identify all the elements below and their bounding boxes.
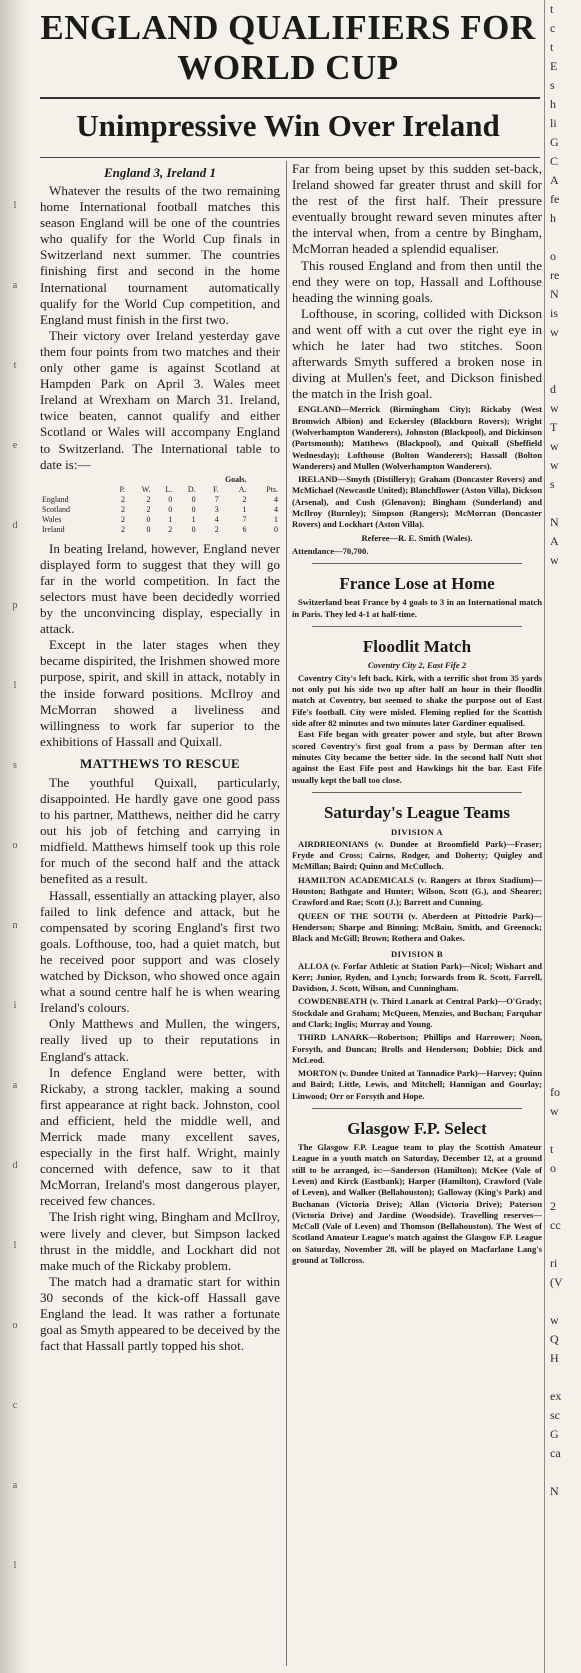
edge-fragment xyxy=(545,1235,581,1254)
article-column-right xyxy=(292,161,542,1666)
edge-fragment xyxy=(545,893,581,912)
article-paragraph: Hassall, essentially an attacking player, also failed to link defence and attack, but he compensated by scoring England's first two goals. Lofthouse, too, had a quiet match, but he received poor support and was closely watched by Dickson, who showed once again what a sound centre half he is when wearing Ireland's colours. xyxy=(40,887,280,1016)
edge-fragment xyxy=(545,665,581,684)
edge-fragment: a xyxy=(12,1080,18,1091)
edge-fragment: li xyxy=(550,116,557,130)
league-team-entry: HAMILTON ACADEMICALS (v. Rangers at Ibrox Stadium)—Houston; Bathgate and Hunter; Wilson, Scott (G.), and Shearer; Crawford and Rae; Scott (J.); Barrett and Cunning. xyxy=(292,874,542,908)
edge-fragment: n xyxy=(12,920,18,931)
article-paragraph: Lofthouse, in scoring, collided with Dickson and went off with a cut over the right eye in which he later had two stitches. Soon afterwards Smyth suffered a broken nose in diving at Mullen's feet, and Dickson finished the match in the Irish goal. xyxy=(292,305,542,402)
league-team-entry: ALLOA (v. Forfar Athletic at Station Park)—Nicol; Wishart and Kerr; Junior, Ryden, and Lynch; forwards from R. Scott, Farrell, Davidson, J. Scott, Wilson, and Cunningham. xyxy=(292,960,542,994)
edge-fragment: re xyxy=(550,268,560,282)
edge-fragment: ri xyxy=(550,1256,558,1270)
edge-fragment: t xyxy=(550,1142,554,1156)
headline: ENGLAND QUALIFIERS FOR WORLD CUP xyxy=(40,8,536,87)
table-header: P. xyxy=(119,484,126,494)
edge-fragment: fe xyxy=(550,192,560,206)
edge-fragment: w xyxy=(550,1313,559,1327)
edge-fragment: E xyxy=(550,59,558,73)
adjacent-column-edge xyxy=(544,0,581,1673)
league-team-entry: MORTON (v. Dundee United at Tannadice Park)—Harvey; Quinn and Baird; Little, Lewis, and Mitchell; Hannigan and Gourlay; Linwood; Orr or Forsyth and Hope. xyxy=(292,1068,542,1101)
edge-fragment: t xyxy=(13,360,17,371)
article-column-left xyxy=(40,161,280,1666)
table-header: Pts. xyxy=(266,484,278,494)
edge-fragment xyxy=(545,836,581,855)
edge-fragment xyxy=(545,627,581,646)
edge-fragment xyxy=(545,646,581,665)
table-header: W. xyxy=(141,484,151,494)
edge-fragment: w xyxy=(550,553,559,567)
edge-fragment xyxy=(545,950,581,969)
edge-fragment: A xyxy=(550,173,559,187)
story-separator xyxy=(312,563,522,564)
edge-fragment: ca xyxy=(550,1446,561,1460)
edge-fragment xyxy=(545,988,581,1007)
article-paragraph: The Irish right wing, Bingham and McIlroy, were lively and clever, but Simpson lacked thrust in the middle, and Lockhart did not make much of the Rickaby problem. xyxy=(40,1209,280,1273)
floodlit-story-heading: Floodlit Match xyxy=(362,636,472,656)
edge-fragment: o xyxy=(550,1161,556,1175)
left-margin-edge xyxy=(0,0,30,1673)
league-teams-heading: Saturday's League Teams xyxy=(323,802,511,822)
edge-fragment: l xyxy=(13,1240,17,1251)
edge-fragment xyxy=(545,1026,581,1045)
edge-fragment: l xyxy=(13,1560,17,1571)
article-paragraph: Whatever the results of the two remaining home International football matches this season England will be one of the countries who qualify for the World Cup finals in Switzerland next summer. The countries finishing first and second in the home International tournament automatically qualify for the World Cup competition, and England must finish in the first two. xyxy=(40,183,280,327)
edge-fragment: o xyxy=(12,840,18,851)
edge-fragment xyxy=(545,779,581,798)
division-b-heading: DIVISION B xyxy=(391,948,443,959)
edge-fragment: fo xyxy=(550,1085,560,1099)
edge-fragment xyxy=(545,342,581,361)
edge-fragment: a xyxy=(12,1480,18,1491)
edge-fragment: A xyxy=(550,534,559,548)
subheadline: Unimpressive Win Over Ireland xyxy=(76,108,500,143)
ireland-team-list: IRELAND—Smyth (Distillery); Graham (Doncaster Rovers) and McMichael (Newcastle United); Blanchflower (Aston Villa), Dickson (Arsenal), and Cush (Glenavon); Bingham (Sunderland) and McIlroy (Burnley); Simpson (Rangers); McMorran (Doncaster Rovers) and Lockhart (Aston Villa). xyxy=(292,474,542,530)
edge-fragment: e xyxy=(12,440,18,451)
international-table xyxy=(40,475,280,535)
edge-fragment: C xyxy=(550,154,559,168)
edge-fragment xyxy=(545,1292,581,1311)
edge-fragment xyxy=(545,1064,581,1083)
edge-fragment xyxy=(545,1045,581,1064)
edge-fragment xyxy=(545,608,581,627)
story-separator xyxy=(312,792,522,793)
edge-fragment: G xyxy=(550,1427,559,1441)
table-row: Scotland 2 2 0 0 3 1 4 xyxy=(42,504,278,514)
article-paragraph: Far from being upset by this sudden set-back, Ireland showed far greater thrust and skill for the rest of the first half. Their pressure eventually brought reward seven minutes after the interval when, from a centre by Bingham, McMorran headed a splendid equaliser. xyxy=(292,161,542,257)
edge-fragment xyxy=(545,1178,581,1197)
edge-fragment xyxy=(545,855,581,874)
edge-fragment: o xyxy=(550,249,556,263)
edge-fragment xyxy=(545,1121,581,1140)
edge-fragment: N xyxy=(550,515,559,529)
edge-fragment xyxy=(545,1007,581,1026)
edge-fragment: (V xyxy=(550,1275,563,1289)
referee-line: Referee—R. E. Smith (Wales). xyxy=(361,532,473,543)
edge-fragment: w xyxy=(550,401,559,415)
edge-fragment xyxy=(545,228,581,247)
headline-rule xyxy=(40,97,540,99)
article-paragraph: The match had a dramatic start for within 30 seconds of the kick-off Hassall gave England the lead. It was rather a fortunate goal as Smyth appeared to be deceived by the fact that Hassall partly topped his shot. xyxy=(40,1273,280,1354)
floodlit-paragraph: Coventry City's left back, Kirk, with a terrific shot from 35 yards not only put his side two up after half an hour in their floodlit match at Coventry, but seemed to shake the purpose out of East Fife's football. City were misled. Fleming replied for the Scottish side after 82 minutes and two minutes later Gardiner equalised. xyxy=(292,672,542,729)
edge-fragment xyxy=(545,703,581,722)
edge-fragment: p xyxy=(12,600,18,611)
right-column-rule xyxy=(544,0,545,1673)
edge-fragment: l xyxy=(13,680,17,691)
edge-fragment xyxy=(545,1368,581,1387)
edge-fragment: G xyxy=(550,135,559,149)
table-header: D. xyxy=(187,484,196,494)
france-story-text: Switzerland beat France by 4 goals to 3 in an International match in Paris. They led 4-1 at half-time. xyxy=(292,597,542,619)
table-header: L. xyxy=(165,484,173,494)
league-team-entry: THIRD LANARK—Robertson; Phillips and Harrower; Noon, Forsyth, and Duncan; Brolls and Henderson; Dobbie; Dick and McLeod. xyxy=(292,1032,542,1065)
table-row: Ireland 2 0 2 0 2 6 0 xyxy=(42,524,278,534)
edge-fragment: cc xyxy=(550,1218,561,1232)
edge-fragment xyxy=(545,589,581,608)
edge-fragment xyxy=(545,798,581,817)
article-paragraph: Except in the later stages when they became dispirited, the Irishmen showed more purpose, spirit, and skill in attack, notably in the inside forward positions. McIlroy and McMorran showed a liveliness and willingness to work far superior to the exhibitions of Hassall and Quixall. xyxy=(40,637,280,749)
league-team-entry: COWDENBEATH (v. Third Lanark at Central Park)—O'Grady; Stockdale and Graham; McQueen, Menzies, and Buchan; Farquhar and Clark; Inglis; Murray and Young. xyxy=(292,996,542,1029)
story-separator xyxy=(312,1108,522,1109)
edge-fragment: i xyxy=(13,1000,17,1011)
edge-fragment xyxy=(545,361,581,380)
edge-fragment: w xyxy=(550,325,559,339)
edge-fragment: c xyxy=(550,21,556,35)
edge-fragment: w xyxy=(550,1104,559,1118)
edge-fragment xyxy=(545,570,581,589)
edge-fragment: N xyxy=(550,287,559,301)
edge-fragment: H xyxy=(550,1351,559,1365)
glasgow-story-heading: Glasgow F.P. Select xyxy=(347,1119,487,1139)
edge-fragment xyxy=(545,722,581,741)
england-team-list: ENGLAND—Merrick (Birmingham City); Rickaby (West Bromwich Albion) and Eckersley (Blackburn Rovers); Wright (Wolverhampton Wanderers), Johnston (Blackpool), and Dickinson (Portsmouth); Matthews (Blackpool), and Quixall (Sheffield Wednesday); Lofthouse (Bolton Wanderers); Hassall (Bolton Wanderers) and Mullen (Wolverhampton Wanderers). xyxy=(292,404,542,471)
edge-fragment: T xyxy=(550,420,558,434)
table-row: Wales 2 0 1 1 4 7 1 xyxy=(42,514,278,524)
edge-fragment: w xyxy=(550,439,559,453)
division-a-heading: DIVISION A xyxy=(391,826,443,837)
edge-fragment: l xyxy=(13,200,17,211)
table-header: A. xyxy=(238,484,247,494)
glasgow-story-text: The Glasgow F.P. League team to play the Scottish Amateur League in a youth match on Saturday, December 12, at a ground still to be arranged, is:—Sanderson (Hamilton); McKee (Vale of Leven) and Kirck (Eastbank); Harper (Hamilton), Crawford (Vale of Leven), and Walker (Bellahouston); Galloway (King's Park) and Buchanan (Victoria Drive); Allan (Victoria Drive); Paterson (Victoria Drive) and Jardine (Woodside). Travelling reserves—McColl (Vale of Leven) and Thomson (Bellahouston). The West of Scotland Amateur League's match against the Glasgow F.P. League on Saturday, November 28, will be played on Macfarlane Lang's ground at Tollcross. xyxy=(292,1142,542,1266)
edge-fragment: h xyxy=(550,97,556,111)
edge-fragment: d xyxy=(12,1160,18,1171)
table-header: F. xyxy=(212,484,219,494)
article-paragraph: In defence England were better, with Rickaby, a strong tackler, making a sound first appearance at right back. Johnston, cool and efficient, held the middle well, and Merrick made many excellent saves, especially in the first half. Wright, mainly concerned with defence, saw to it that McMorran, Ireland's most dangerous player, received few chances. xyxy=(40,1064,280,1209)
edge-fragment: s xyxy=(550,477,555,491)
edge-fragment: Q xyxy=(550,1332,559,1346)
edge-fragment: 2 xyxy=(550,1199,556,1213)
match-result-dateline: England 3, Ireland 1 xyxy=(104,165,216,180)
table-row: England 2 2 0 0 7 2 4 xyxy=(42,494,278,504)
edge-fragment: c xyxy=(12,1400,18,1411)
edge-fragment xyxy=(545,760,581,779)
edge-fragment: d xyxy=(12,520,18,531)
edge-fragment: is xyxy=(550,306,559,320)
floodlit-paragraph: East Fife began with greater power and style, but after Brown scored Coventry's first goal from a pass by Derman after ten minutes City became the better side. In the second half Nutt shot against the East Fife post and Hawkings hit the bar. East Fife usually kept the ball too close. xyxy=(292,729,542,785)
edge-fragment: w xyxy=(550,458,559,472)
edge-fragment xyxy=(545,874,581,893)
edge-fragment: a xyxy=(12,280,18,291)
league-team-entry: AIRDRIEONIANS (v. Dundee at Broomfield Park)—Fraser; Fryde and Cross; Cairns, Rodger, and Doherty; Quigley and McMillan; Baird; Quinn and McCulloch. xyxy=(292,838,542,872)
edge-fragment: d xyxy=(550,382,556,396)
edge-fragment xyxy=(545,931,581,950)
edge-fragment: h xyxy=(550,211,556,225)
edge-fragment: sc xyxy=(550,1408,560,1422)
goals-label: Goals. xyxy=(224,474,247,484)
edge-fragment: o xyxy=(12,1320,18,1331)
edge-fragment xyxy=(545,741,581,760)
article-paragraph: Their victory over Ireland yesterday gave them four points from two matches and their only other game is against Scotland at Hampden Park on April 3. Wales meet Ireland at Wrexham on March 31. Ireland, twice beaten, cannot qualify and either Scotland or Wales will accompany England to Switzerland. The International table to date is:— xyxy=(40,327,280,472)
edge-fragment xyxy=(545,817,581,836)
edge-fragment: s xyxy=(550,78,555,92)
article-paragraph: Only Matthews and Mullen, the wingers, really lived up to their reputations in England's attack. xyxy=(40,1016,280,1064)
edge-fragment xyxy=(545,1463,581,1482)
edge-fragment: s xyxy=(13,760,17,771)
league-team-entry: QUEEN OF THE SOUTH (v. Aberdeen at Pittodrie Park)—Henderson; Sharpe and Binning; McBain, Smith, and Greenock; Black and McGill; Brown; Rothera and Oakes. xyxy=(292,910,542,944)
article-paragraph: In beating Ireland, however, England never displayed form to suggest that they will go far in the world competition. In fact the selectors must have been decidedly worried by the unconvincing display, especially in attack. xyxy=(40,540,280,637)
edge-fragment xyxy=(545,494,581,513)
section-heading: MATTHEWS TO RESCUE xyxy=(80,755,240,771)
story-separator xyxy=(312,626,522,627)
article-paragraph: The youthful Quixall, particularly, disappointed. He hardly gave one good pass to his partner, Matthews, neither did he carry out his job of fetching and carrying in midfield. Matthews himself took up this role for much of the second half and the attack benefited as a result. xyxy=(40,774,280,887)
subheadline-rule xyxy=(40,157,540,158)
table-header xyxy=(40,485,108,495)
france-story-heading: France Lose at Home xyxy=(339,574,495,594)
floodlit-score: Coventry City 2, East Fife 2 xyxy=(367,659,467,670)
edge-fragment: t xyxy=(550,40,554,54)
article-paragraph: This roused England and from then until the end they were on top, Hassall and Lofthouse heading the winning goals. xyxy=(292,257,542,305)
attendance-line: Attendance—70,700. xyxy=(292,545,369,556)
column-divider xyxy=(286,161,287,1666)
edge-fragment xyxy=(545,912,581,931)
edge-fragment: ex xyxy=(550,1389,562,1403)
edge-fragment: N xyxy=(550,1484,559,1498)
edge-fragment xyxy=(545,684,581,703)
edge-fragment xyxy=(545,969,581,988)
edge-fragment: t xyxy=(550,2,554,16)
